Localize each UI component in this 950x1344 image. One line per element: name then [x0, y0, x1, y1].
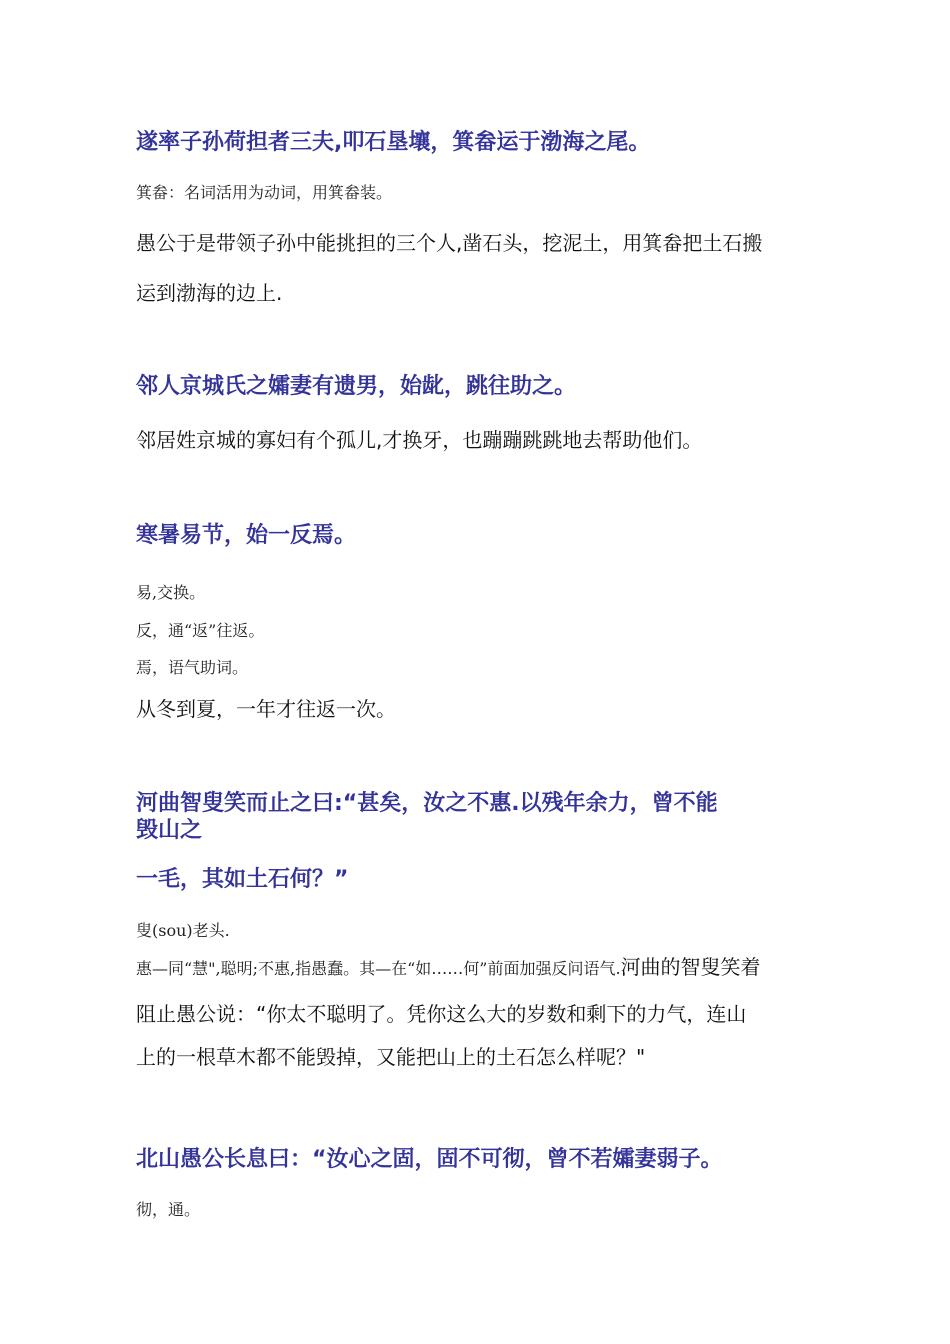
section-4-translation-line-1: 河曲的智叟笑着	[620, 955, 761, 979]
section-4-heading-line-3: 一毛，其如土石何？”	[136, 867, 349, 892]
section-4-translation-line-3: 上的一根草木都不能毁掉，又能把山上的土石怎么样呢？"	[136, 1045, 646, 1069]
section-4-heading-line-2: 毁山之	[136, 818, 203, 843]
section-3-note-2: 反，通“返”往返。	[136, 621, 265, 640]
section-1-translation-line-1: 愚公于是带领子孙中能挑担的三个人,凿石头，挖泥土，用箕畚把土石搬	[136, 231, 763, 255]
section-3-note-3: 焉，语气助词。	[136, 658, 249, 677]
section-3-note-1: 易,交换。	[136, 583, 206, 602]
section-4-note: 叟(sou)老头.	[136, 921, 230, 940]
section-2-translation: 邻居姓京城的寡妇有个孤儿,才换牙，也蹦蹦跳跳地去帮助他们。	[136, 428, 703, 452]
section-2-heading: 邻人京城氏之孀妻有遗男，始龀，跳往助之。	[136, 374, 577, 399]
section-4-mixed-note: 惠—同“慧",聪明;不惠,指愚蠢。其—在“如……何”前面加强反问语气.	[136, 959, 621, 978]
section-4-translation-line-2: 阻止愚公说：“你太不聪明了。凭你这么大的岁数和剩下的力气，连山	[136, 1002, 747, 1026]
section-5-note: 彻，通。	[136, 1200, 201, 1219]
section-5-heading: 北山愚公长息曰：“汝心之固，固不可彻，曾不若孀妻弱子。	[136, 1147, 723, 1172]
section-4-heading-line-1: 河曲智叟笑而止之曰:“甚矣，汝之不惠.以残年余力，曾不能	[136, 791, 718, 816]
section-1-translation-line-2: 运到渤海的边上.	[136, 281, 283, 305]
section-4-mixed-line	[136, 956, 816, 980]
section-3-translation: 从冬到夏，一年才往返一次。	[136, 697, 396, 721]
section-1-heading: 遂率子孙荷担者三夫,叩石垦壤，箕畚运于渤海之尾。	[136, 130, 651, 155]
section-1-note: 箕畚：名词活用为动词，用箕畚装。	[136, 183, 393, 202]
section-3-heading: 寒暑易节，始一反焉。	[136, 523, 357, 548]
